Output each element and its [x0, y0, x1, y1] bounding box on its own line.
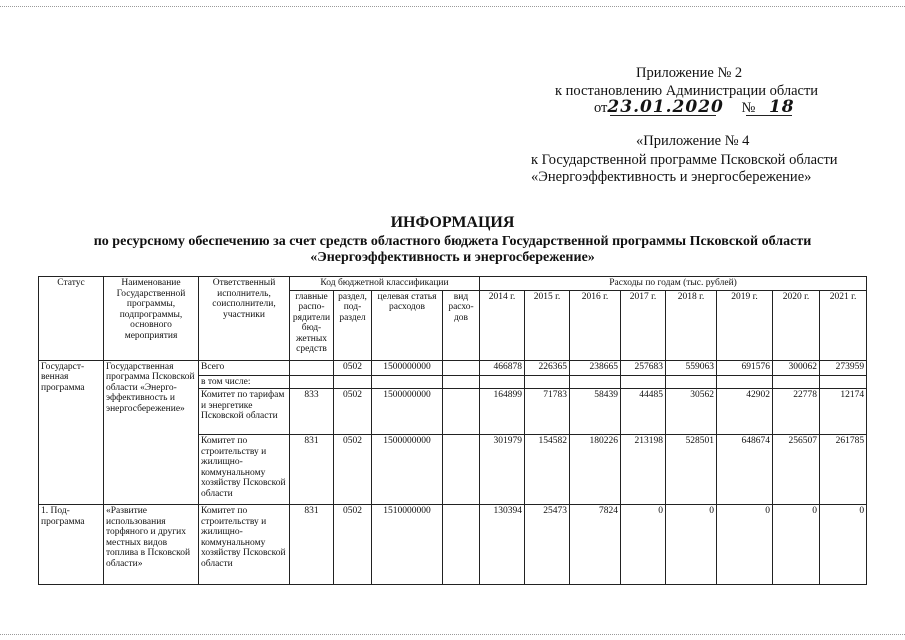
appendix4-title: «Приложение № 4 — [636, 133, 750, 149]
from-prefix: от — [594, 100, 608, 116]
value-cell: 691576 — [717, 360, 773, 375]
document-title: ИНФОРМАЦИЯ — [390, 214, 515, 231]
header-row-1 — [39, 277, 867, 291]
header-year: 2017 г. — [621, 290, 666, 360]
appendix4-program: к Государственной программе Псковской области — [531, 152, 838, 168]
value-cell: 238665 — [570, 360, 621, 375]
header-year: 2014 г. — [480, 290, 525, 360]
section-cell: 0502 — [334, 389, 372, 435]
value-cell: 154582 — [525, 435, 570, 505]
grbs-cell: 831 — [290, 505, 334, 585]
value-cell: 30562 — [666, 389, 717, 435]
article-cell: 1500000000 — [372, 360, 443, 375]
value-cell: 301979 — [480, 435, 525, 505]
subprogram-status: 1. Под- программа — [39, 505, 104, 585]
value-cell: 164899 — [480, 389, 525, 435]
value-cell: 7824 — [570, 505, 621, 585]
value-cell: 25473 — [525, 505, 570, 585]
header-vr: вид расхо- дов — [443, 290, 480, 360]
document-subtitle: по ресурсному обеспечению за счет средств областного бюджета Государственной программы Псковской области — [93, 234, 812, 249]
value-cell: 71783 — [525, 389, 570, 435]
document-subtitle-program: «Энергоэффективность и энергосбережение» — [310, 250, 595, 265]
table-row-program-total — [39, 360, 867, 375]
appendix2-decree: к постановлению Администрации области — [555, 83, 819, 99]
header-budget-code: Код бюджетной классификации — [290, 277, 480, 291]
number-label: № — [741, 100, 756, 116]
appendix4-program-name: «Энергоэффективность и энергосбережение» — [531, 169, 812, 185]
value-cell: 12174 — [820, 389, 867, 435]
header-name: Наименование Государственной программы, подпрограммы, основного мероприятия — [104, 277, 199, 361]
program-status: Государст- венная программа — [39, 360, 104, 505]
header-year: 2021 г. — [820, 290, 867, 360]
budget-table — [38, 276, 867, 585]
value-cell: 0 — [717, 505, 773, 585]
value-cell: 273959 — [820, 360, 867, 375]
grbs-cell: 833 — [290, 389, 334, 435]
value-cell: 528501 — [666, 435, 717, 505]
value-cell: 226365 — [525, 360, 570, 375]
header-year: 2019 г. — [717, 290, 773, 360]
handwritten-number: 18 — [768, 97, 795, 117]
header-grbs: главные распо- рядители бюд- жетных средств — [290, 290, 334, 360]
value-cell: 0 — [820, 505, 867, 585]
value-cell: 180226 — [570, 435, 621, 505]
value-cell: 0 — [773, 505, 820, 585]
value-cell: 44485 — [621, 389, 666, 435]
header-executor: Ответственный исполнитель, соисполнители, участники — [199, 277, 290, 361]
scan-edge-top — [0, 6, 905, 7]
subprogram-name: «Развитие использования торфяного и других местных видов топлива в Псковской области» — [104, 505, 199, 585]
article-cell: 1500000000 — [372, 389, 443, 435]
header-year: 2016 г. — [570, 290, 621, 360]
appendix2-title: Приложение № 2 — [636, 65, 743, 81]
value-cell: 559063 — [666, 360, 717, 375]
executor-cell: Комитет по строительству и жилищно- коммунальному хозяйству Псковской области — [199, 505, 290, 585]
header-section: раздел, под- раздел — [334, 290, 372, 360]
scan-edge-bottom — [0, 634, 905, 635]
header-article: целевая статья расходов — [372, 290, 443, 360]
section-cell: 0502 — [334, 435, 372, 505]
value-cell: 0 — [621, 505, 666, 585]
header-status: Статус — [39, 277, 104, 361]
value-cell: 257683 — [621, 360, 666, 375]
grbs-cell — [290, 360, 334, 375]
value-cell: 256507 — [773, 435, 820, 505]
vr-cell — [443, 389, 480, 435]
grbs-cell: 831 — [290, 435, 334, 505]
value-cell: 261785 — [820, 435, 867, 505]
value-cell: 213198 — [621, 435, 666, 505]
vr-cell — [443, 360, 480, 375]
value-cell: 300062 — [773, 360, 820, 375]
vr-cell — [443, 435, 480, 505]
article-cell: 1510000000 — [372, 505, 443, 585]
value-cell: 130394 — [480, 505, 525, 585]
executor-cell: в том числе: — [199, 375, 290, 389]
header-expenses: Расходы по годам (тыс. рублей) — [480, 277, 867, 291]
date-underline — [610, 115, 716, 116]
header-year: 2018 г. — [666, 290, 717, 360]
header-year: 2015 г. — [525, 290, 570, 360]
value-cell: 22778 — [773, 389, 820, 435]
vr-cell — [443, 505, 480, 585]
executor-cell: Комитет по строительству и жилищно- коммунальному хозяйству Псковской области — [199, 435, 290, 505]
number-underline — [746, 115, 792, 116]
table-row-subprogram-1 — [39, 505, 867, 585]
header-year: 2020 г. — [773, 290, 820, 360]
section-cell: 0502 — [334, 360, 372, 375]
handwritten-date: 23.01.2020 — [607, 97, 724, 117]
section-cell: 0502 — [334, 505, 372, 585]
value-cell: 58439 — [570, 389, 621, 435]
value-cell: 466878 — [480, 360, 525, 375]
value-cell: 648674 — [717, 435, 773, 505]
article-cell: 1500000000 — [372, 435, 443, 505]
executor-cell: Комитет по тарифам и энергетике Псковской области — [199, 389, 290, 435]
executor-cell: Всего — [199, 360, 290, 375]
value-cell: 0 — [666, 505, 717, 585]
program-name: Государственная программа Псковской области «Энерго- эффективность и энергосбережение» — [104, 360, 199, 505]
value-cell: 42902 — [717, 389, 773, 435]
